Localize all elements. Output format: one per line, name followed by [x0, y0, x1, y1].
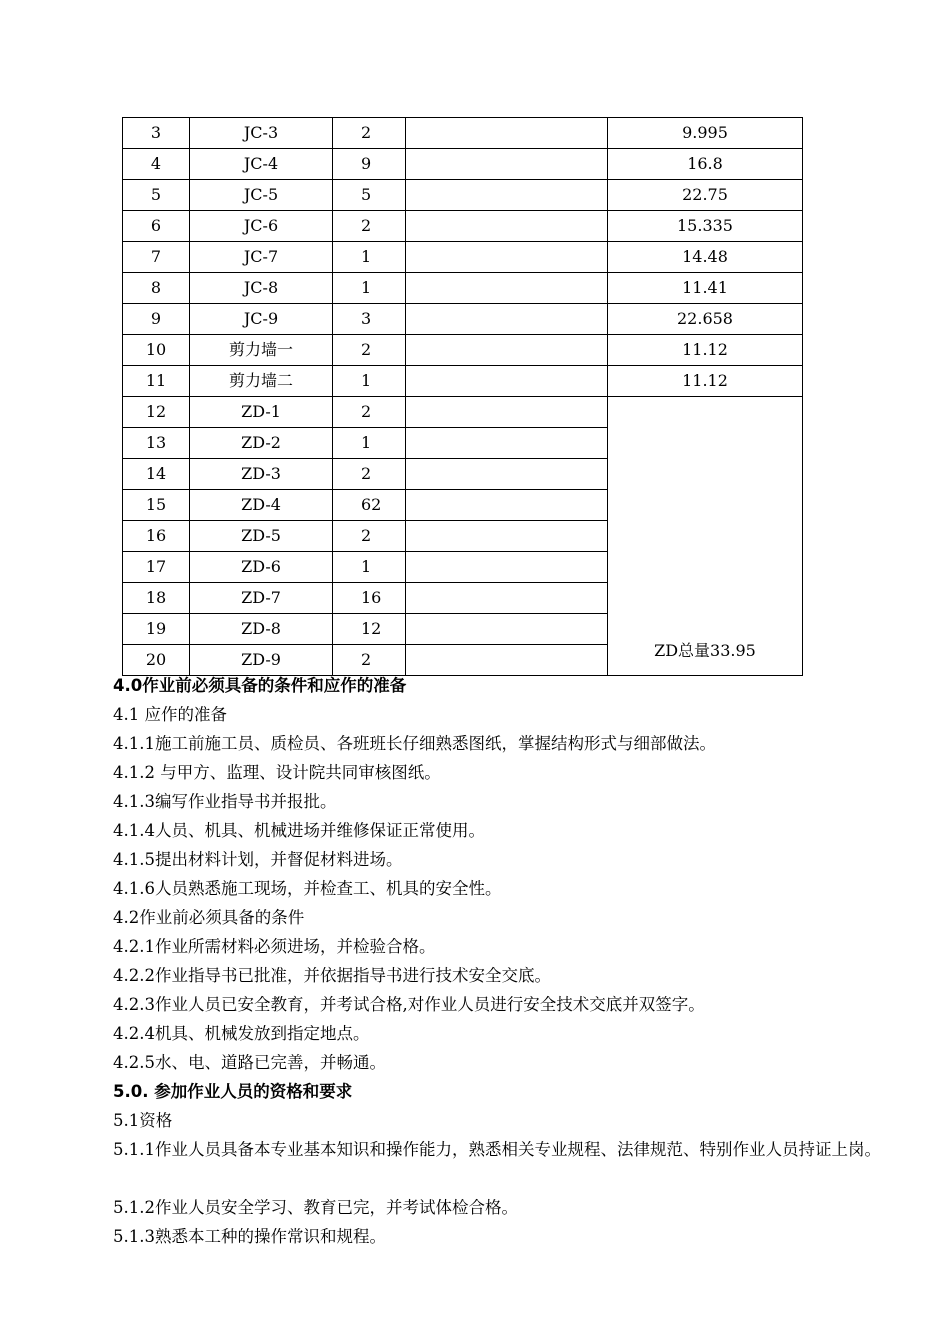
- paragraph: 5.1资格: [113, 1111, 173, 1130]
- table-row: [123, 149, 803, 180]
- table-row: [123, 118, 803, 149]
- remark-cell: [406, 149, 608, 180]
- remark-cell: [406, 335, 608, 366]
- member-name-cell: JC-7: [190, 242, 333, 273]
- quantity-cell: 2: [333, 521, 406, 552]
- table-row: [123, 242, 803, 273]
- quantity-cell: 2: [333, 211, 406, 242]
- paragraph: 4.1.5提出材料计划，并督促材料进场。: [113, 850, 403, 869]
- member-name-cell: 剪力墙二: [190, 366, 333, 397]
- quantity-cell: 62: [333, 490, 406, 521]
- amount-cell: 16.8: [608, 149, 803, 180]
- paragraph: 4.1.2 与甲方、监理、设计院共同审核图纸。: [113, 763, 441, 782]
- paragraph: 4.2.4机具、机械发放到指定地点。: [113, 1024, 370, 1043]
- zd-total-cell: ZD总量33.95: [608, 397, 803, 676]
- member-name-cell: ZD-6: [190, 552, 333, 583]
- table-row: [123, 366, 803, 397]
- quantity-cell: 3: [333, 304, 406, 335]
- table-row: [123, 273, 803, 304]
- quantity-cell: 12: [333, 614, 406, 645]
- amount-cell: 11.12: [608, 335, 803, 366]
- quantity-cell: 2: [333, 118, 406, 149]
- paragraph: 4.1.3编写作业指导书并报批。: [113, 792, 337, 811]
- amount-cell: 14.48: [608, 242, 803, 273]
- quantity-cell: 1: [333, 273, 406, 304]
- row-number-cell: 7: [123, 242, 190, 273]
- row-number-cell: 3: [123, 118, 190, 149]
- section-heading: 4.0作业前必须具备的条件和应作的准备: [113, 676, 407, 695]
- member-name-cell: ZD-7: [190, 583, 333, 614]
- table-body: [123, 118, 803, 676]
- amount-cell: 22.658: [608, 304, 803, 335]
- row-number-cell: 6: [123, 211, 190, 242]
- table-row: [123, 211, 803, 242]
- paragraph: 4.1.6人员熟悉施工现场，并检查工、机具的安全性。: [113, 879, 502, 898]
- paragraph: 4.2.3作业人员已安全教育，并考试合格,对作业人员进行安全技术交底并双签字。: [113, 995, 705, 1014]
- row-number-cell: 15: [123, 490, 190, 521]
- paragraph: 4.1 应作的准备: [113, 705, 227, 724]
- member-name-cell: ZD-8: [190, 614, 333, 645]
- row-number-cell: 19: [123, 614, 190, 645]
- remark-cell: [406, 459, 608, 490]
- remark-cell: [406, 211, 608, 242]
- amount-cell: 9.995: [608, 118, 803, 149]
- row-number-cell: 16: [123, 521, 190, 552]
- quantity-cell: 1: [333, 366, 406, 397]
- quantity-cell: 9: [333, 149, 406, 180]
- member-name-cell: ZD-4: [190, 490, 333, 521]
- remark-cell: [406, 397, 608, 428]
- member-name-cell: ZD-2: [190, 428, 333, 459]
- remark-cell: [406, 180, 608, 211]
- amount-cell: 11.41: [608, 273, 803, 304]
- quantity-cell: 2: [333, 459, 406, 490]
- paragraph: 4.2作业前必须具备的条件: [113, 908, 305, 927]
- table-row: [123, 335, 803, 366]
- paragraph: 4.2.5水、电、道路已完善，并畅通。: [113, 1053, 386, 1072]
- member-name-cell: ZD-5: [190, 521, 333, 552]
- remark-cell: [406, 273, 608, 304]
- remark-cell: [406, 521, 608, 552]
- row-number-cell: 9: [123, 304, 190, 335]
- member-name-cell: ZD-3: [190, 459, 333, 490]
- member-name-cell: ZD-1: [190, 397, 333, 428]
- paragraph: 4.2.2作业指导书已批准，并依据指导书进行技术安全交底。: [113, 966, 551, 985]
- quantity-cell: 2: [333, 397, 406, 428]
- row-number-cell: 14: [123, 459, 190, 490]
- paragraph: 5.1.3熟悉本工种的操作常识和规程。: [113, 1227, 386, 1246]
- member-name-cell: JC-8: [190, 273, 333, 304]
- row-number-cell: 18: [123, 583, 190, 614]
- paragraph: 5.1.2作业人员安全学习、教育已完，并考试体检合格。: [113, 1198, 518, 1217]
- remark-cell: [406, 118, 608, 149]
- quantity-cell: 2: [333, 335, 406, 366]
- remark-cell: [406, 428, 608, 459]
- remark-cell: [406, 490, 608, 521]
- row-number-cell: 20: [123, 645, 190, 676]
- remark-cell: [406, 552, 608, 583]
- row-number-cell: 17: [123, 552, 190, 583]
- row-number-cell: 11: [123, 366, 190, 397]
- amount-cell: 11.12: [608, 366, 803, 397]
- member-name-cell: JC-9: [190, 304, 333, 335]
- table-row: [123, 397, 803, 428]
- row-number-cell: 10: [123, 335, 190, 366]
- quantity-cell: 1: [333, 242, 406, 273]
- member-name-cell: JC-3: [190, 118, 333, 149]
- table-row: [123, 304, 803, 335]
- remark-cell: [406, 366, 608, 397]
- quantity-cell: 5: [333, 180, 406, 211]
- member-name-cell: ZD-9: [190, 645, 333, 676]
- quantity-cell: 2: [333, 645, 406, 676]
- paragraph: 5.1.1作业人员具备本专业基本知识和操作能力，熟悉相关专业规程、法律规范、特别作业人员持证上岗。: [113, 1140, 881, 1159]
- paragraph: 4.1.1施工前施工员、质检员、各班班长仔细熟悉图纸，掌握结构形式与细部做法。: [113, 734, 716, 753]
- member-name-cell: JC-4: [190, 149, 333, 180]
- row-number-cell: 13: [123, 428, 190, 459]
- member-name-cell: 剪力墙一: [190, 335, 333, 366]
- paragraph: 4.1.4人员、机具、机械进场并维修保证正常使用。: [113, 821, 485, 840]
- member-name-cell: JC-6: [190, 211, 333, 242]
- amount-cell: 15.335: [608, 211, 803, 242]
- quantity-cell: 16: [333, 583, 406, 614]
- remark-cell: [406, 304, 608, 335]
- row-number-cell: 5: [123, 180, 190, 211]
- quantity-cell: 1: [333, 552, 406, 583]
- quantity-cell: 1: [333, 428, 406, 459]
- member-name-cell: JC-5: [190, 180, 333, 211]
- paragraph: 4.2.1作业所需材料必须进场，并检验合格。: [113, 937, 436, 956]
- remark-cell: [406, 583, 608, 614]
- row-number-cell: 8: [123, 273, 190, 304]
- section-heading: 5.0. 参加作业人员的资格和要求: [113, 1082, 353, 1101]
- remark-cell: [406, 242, 608, 273]
- amount-cell: 22.75: [608, 180, 803, 211]
- remark-cell: [406, 614, 608, 645]
- row-number-cell: 4: [123, 149, 190, 180]
- quantity-table: [122, 117, 803, 676]
- table-row: [123, 180, 803, 211]
- row-number-cell: 12: [123, 397, 190, 428]
